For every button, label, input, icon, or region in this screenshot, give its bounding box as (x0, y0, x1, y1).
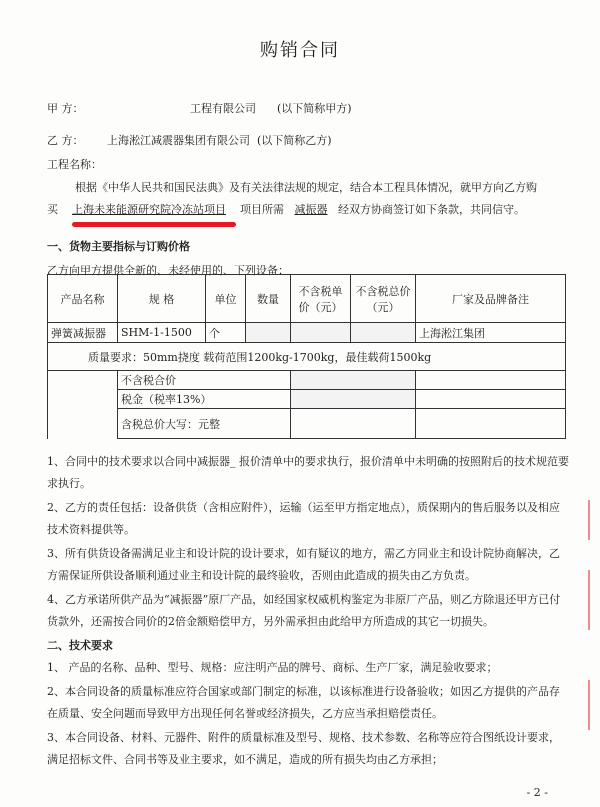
table-header-cell: 规 格 (118, 275, 206, 323)
spec-cell: SHM-1-1500 (118, 323, 206, 343)
party-a-name: 工程有限公司 (190, 102, 256, 115)
total-price-cell (351, 323, 416, 343)
party-b-label: 乙 方： (47, 134, 84, 147)
party-a-label: 甲 方： (47, 102, 84, 115)
total-label-cell: 含税总价大写：元整 (118, 409, 291, 439)
party-a-note: (以下简称甲方) (277, 102, 352, 115)
project-name-label: 工程名称： (47, 158, 102, 171)
page-number: - 2 - (526, 786, 548, 799)
quantity-cell (246, 323, 291, 343)
unit-price-cell (291, 323, 351, 343)
quality-cell: 质量要求：50mm挠度 载荷范围1200kg-1700kg，最佳载荷1500kg (48, 343, 566, 371)
table-row (48, 323, 566, 343)
table-header-cell: 不含税单价（元） (291, 275, 351, 323)
total-remark-cell (416, 409, 566, 439)
seal-edge-mark (588, 680, 598, 730)
party-b-note: (以下简称乙方) (257, 134, 332, 147)
clause-2-2: 2、本合同设备的质量标准应符合国家或部门制定的标准，以该标准进行设备验收；如因乙方提供的产品存在质量、安全问题而导致甲方出现任何名誉或经济损失，乙方应当承担赔偿责任。 (47, 685, 560, 720)
sum-row (48, 371, 566, 390)
red-underline-mark (72, 222, 236, 227)
goods-table (47, 274, 566, 439)
product-name-cell: 弹簧减振器 (48, 323, 118, 343)
table-header-cell: 数量 (246, 275, 291, 323)
clause-1-1: 1、合同中的技术要求以合同中减振器_ 报价清单中的要求执行，报价清单中未明确的按照附后的技术规范要求执行。 (47, 455, 569, 490)
quality-row (48, 343, 566, 371)
intro-product: 减振器 (294, 203, 328, 216)
clause-2-3: 3、本合同设备、材料、元器件、附件的质量标准及型号、规格、技术参数、名称等应符合图纸设计要求，满足招标文件、合同书等及业主要求，如不满足，造成的所有损失均由乙方承担； (47, 731, 560, 766)
section1-lead: 乙方向甲方提供全新的、未经使用的、下列设备： (47, 264, 289, 277)
tax-row (48, 390, 566, 409)
page-title: 购销合同 (260, 40, 340, 61)
table-header-cell: 不含税总价（元） (351, 275, 416, 323)
tax-label-cell: 税金（税率13%） (118, 390, 291, 409)
sum-spacer-cell (48, 371, 118, 439)
brand-cell: 上海淞江集团 (416, 323, 566, 343)
intro-project: 上海未来能源研究院冷冻站项目 (72, 203, 226, 216)
intro-mid: 项目所需 (240, 203, 284, 216)
unit-cell: 个 (206, 323, 246, 343)
intro-line-1: 根据《中华人民共和国民法典》及有关法律法规的规定，结合本工程具体情况，就甲方向乙方购 (75, 181, 537, 194)
section2-heading: 二、技术要求 (47, 639, 113, 652)
sum-label-cell: 不含税合价 (118, 371, 291, 390)
table-header-cell: 厂家及品牌备注 (416, 275, 566, 323)
sum-value-cell (291, 371, 416, 390)
seal-edge-mark (588, 500, 598, 540)
section1-heading: 一、货物主要指标与订购价格 (47, 240, 190, 253)
intro-suffix: 经双方协商签订如下条款，共同信守。 (338, 203, 525, 216)
total-row (48, 409, 566, 439)
sum-remark-cell (416, 371, 566, 390)
tax-remark-cell (416, 390, 566, 409)
clause-2-1: 1、 产品的名称、品种、型号、规格：应注明产品的牌号、商标、生产厂家，满足验收要求； (47, 661, 498, 674)
clause-1-2: 2、乙方的责任包括：设备供货（含相应附件），运输（运至甲方指定地点），质保期内的售后服务以及相应技术资料提供等。 (47, 501, 560, 536)
table-header-row (48, 275, 566, 323)
tax-value-cell (291, 390, 416, 409)
clause-1-3: 3、所有供货设备需满足业主和设计院的设计要求，如有疑议的地方，需乙方同业主和设计院协商解决，乙方需保证所供设备顺利通过业主和设计院的最终验收，否则由此造成的损失由乙方负责。 (47, 547, 560, 582)
table-header-cell: 单位 (206, 275, 246, 323)
total-value-cell (291, 409, 416, 439)
intro-prefix: 买 (47, 203, 58, 216)
clause-1-4: 4、乙方承诺所供产品为“减振器”原厂产品，如经国家权威机构鉴定为非原厂产品，则乙方除退还甲方已付货款外，还需按合同价的2倍金额赔偿甲方，另外需承担由此给甲方所造成的其它一切损失。 (47, 593, 561, 628)
seal-edge-mark (588, 570, 598, 630)
table-header-cell: 产品名称 (48, 275, 118, 323)
intro-line-2 (47, 201, 525, 217)
party-b-name: 上海淞江减震器集团有限公司 (107, 134, 250, 147)
